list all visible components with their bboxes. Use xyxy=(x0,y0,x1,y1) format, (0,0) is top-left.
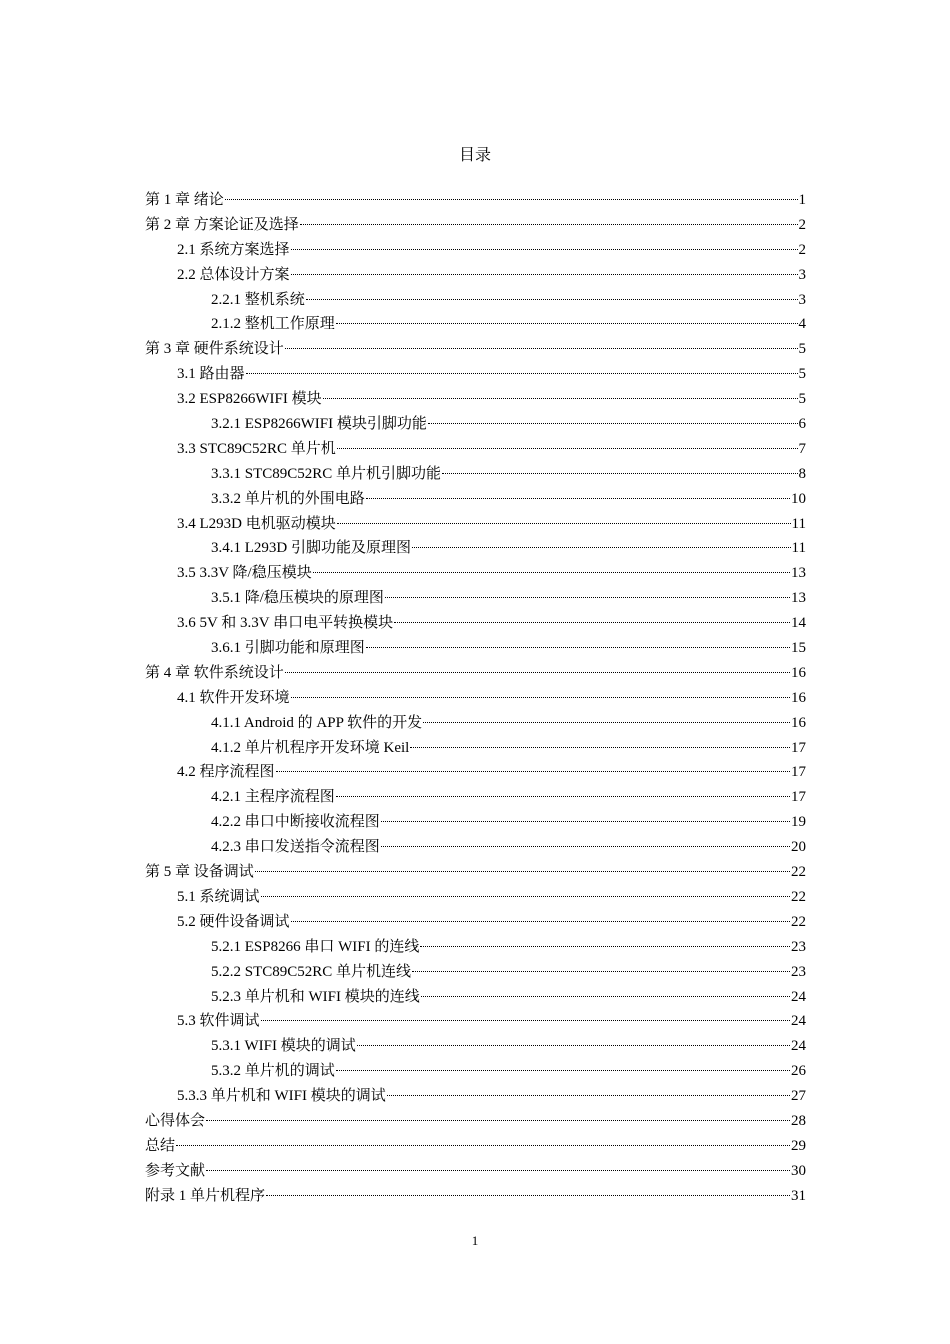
toc-entry-title: 5.2.3 单片机和 WIFI 模块的连线 xyxy=(211,988,420,1005)
toc-entry-title: 2.1 系统方案选择 xyxy=(177,241,290,258)
toc-entry-page: 24 xyxy=(791,988,806,1005)
toc-entry-page: 6 xyxy=(798,416,806,433)
toc-entry[interactable] xyxy=(145,1084,806,1109)
toc-entry-page: 17 xyxy=(791,789,806,806)
toc-entry[interactable] xyxy=(145,1009,806,1034)
toc-entry-page: 15 xyxy=(791,640,806,657)
toc-entry[interactable] xyxy=(145,1184,806,1209)
toc-entry[interactable] xyxy=(145,860,806,885)
toc-entry-page: 29 xyxy=(791,1137,806,1154)
toc-entry[interactable] xyxy=(145,636,806,661)
dot-leader xyxy=(323,397,798,399)
toc-entry-title: 心得体会 xyxy=(145,1112,206,1129)
toc-entry-title: 3.6.1 引脚功能和原理图 xyxy=(211,640,365,657)
toc-entry-title: 3.3.2 单片机的外围电路 xyxy=(211,490,365,507)
toc-entry-page: 19 xyxy=(791,814,806,831)
toc-entry-page: 5 xyxy=(798,391,806,408)
dot-leader xyxy=(394,621,790,623)
toc-entry-page: 30 xyxy=(791,1162,806,1179)
dot-leader xyxy=(291,248,798,250)
toc-entry-title: 第 5 章 设备调试 xyxy=(145,864,254,881)
toc-entry-title: 4.1 软件开发环境 xyxy=(177,689,290,706)
toc-entry[interactable] xyxy=(145,611,806,636)
dot-leader xyxy=(291,920,790,922)
toc-entry-page: 28 xyxy=(791,1112,806,1129)
toc-entry-title: 5.3 软件调试 xyxy=(177,1013,260,1030)
dot-leader xyxy=(255,870,790,872)
toc-entry-page: 13 xyxy=(791,590,806,607)
toc-entry-page: 14 xyxy=(791,615,806,632)
toc-entry-title: 3.3 STC89C52RC 单片机 xyxy=(177,440,336,457)
toc-entry-page: 10 xyxy=(791,490,806,507)
toc-entry-title: 4.2 程序流程图 xyxy=(177,764,275,781)
toc-entry[interactable] xyxy=(145,512,806,537)
toc-entry[interactable] xyxy=(145,312,806,337)
toc-entry[interactable] xyxy=(145,536,806,561)
toc-entry-page: 11 xyxy=(791,540,806,557)
toc-entry-page: 5 xyxy=(798,341,806,358)
dot-leader xyxy=(442,472,797,474)
toc-entry[interactable] xyxy=(145,960,806,985)
dot-leader xyxy=(336,322,798,324)
toc-entry[interactable] xyxy=(145,736,806,761)
dot-leader xyxy=(206,1119,790,1121)
toc-entry-title: 3.5 3.3V 降/稳压模块 xyxy=(177,565,312,582)
toc-entry[interactable] xyxy=(145,288,806,313)
toc-entry-page: 2 xyxy=(798,216,806,233)
toc-entry-page: 16 xyxy=(791,664,806,681)
dot-leader xyxy=(261,895,790,897)
dot-leader xyxy=(366,646,790,648)
toc-entry-title: 总结 xyxy=(145,1137,176,1154)
toc-entry-title: 2.2 总体设计方案 xyxy=(177,266,290,283)
toc-entry-page: 3 xyxy=(798,266,806,283)
toc-entry[interactable] xyxy=(145,586,806,611)
dot-leader xyxy=(285,347,798,349)
toc-entry[interactable] xyxy=(145,835,806,860)
toc-entry[interactable] xyxy=(145,263,806,288)
toc-entry-title: 3.4 L293D 电机驱动模块 xyxy=(177,515,336,532)
toc-entry-page: 2 xyxy=(798,241,806,258)
toc-entry-title: 第 1 章 绪论 xyxy=(145,192,224,208)
toc-entry[interactable] xyxy=(145,661,806,686)
toc-entry-page: 5 xyxy=(798,366,806,383)
toc-entry-page: 23 xyxy=(791,963,806,980)
dot-leader xyxy=(337,522,791,524)
toc-entry[interactable] xyxy=(145,1109,806,1134)
toc-entry[interactable] xyxy=(145,760,806,785)
toc-entry[interactable] xyxy=(145,412,806,437)
toc-entry-page: 1 xyxy=(798,192,806,208)
toc-entry-title: 4.2.1 主程序流程图 xyxy=(211,789,335,806)
toc-entry[interactable] xyxy=(145,785,806,810)
dot-leader xyxy=(300,223,798,225)
toc-entry-page: 11 xyxy=(791,515,806,532)
toc-entry[interactable] xyxy=(145,487,806,512)
toc-entry-page: 22 xyxy=(791,913,806,930)
toc-entry-title: 第 4 章 软件系统设计 xyxy=(145,664,284,681)
table-of-contents xyxy=(145,188,806,1209)
toc-entry-page: 17 xyxy=(791,764,806,781)
dot-leader xyxy=(420,945,790,947)
toc-entry-title: 2.2.1 整机系统 xyxy=(211,291,305,308)
toc-entry-page: 3 xyxy=(798,291,806,308)
toc-entry-page: 4 xyxy=(798,316,806,333)
dot-leader xyxy=(421,995,790,997)
toc-entry[interactable] xyxy=(145,985,806,1010)
toc-entry-title: 第 2 章 方案论证及选择 xyxy=(145,216,299,233)
toc-entry-page: 16 xyxy=(791,714,806,731)
toc-entry[interactable] xyxy=(145,711,806,736)
toc-entry-title: 3.2 ESP8266WIFI 模块 xyxy=(177,391,322,408)
dot-leader xyxy=(176,1144,790,1146)
dot-leader xyxy=(291,273,798,275)
toc-entry-title: 2.1.2 整机工作原理 xyxy=(211,316,335,333)
toc-entry[interactable] xyxy=(145,1059,806,1084)
toc-entry-page: 20 xyxy=(791,839,806,856)
toc-entry[interactable] xyxy=(145,1134,806,1159)
toc-entry[interactable] xyxy=(145,387,806,412)
toc-entry[interactable] xyxy=(145,337,806,362)
dot-leader xyxy=(266,1194,790,1196)
toc-entry-title: 5.1 系统调试 xyxy=(177,888,260,905)
toc-entry-title: 4.2.2 串口中断接收流程图 xyxy=(211,814,380,831)
dot-leader xyxy=(387,1094,790,1096)
toc-entry-title: 4.2.3 串口发送指令流程图 xyxy=(211,839,380,856)
toc-entry-title: 3.1 路由器 xyxy=(177,366,245,383)
dot-leader xyxy=(428,422,798,424)
page-number: 1 xyxy=(471,1233,479,1248)
toc-entry[interactable] xyxy=(145,462,806,487)
toc-entry-page: 27 xyxy=(791,1088,806,1105)
toc-entry-title: 3.5.1 降/稳压模块的原理图 xyxy=(211,590,384,607)
toc-entry-page: 7 xyxy=(798,440,806,457)
toc-entry-page: 24 xyxy=(791,1013,806,1030)
toc-entry-page: 16 xyxy=(791,689,806,706)
toc-entry[interactable] xyxy=(145,810,806,835)
toc-entry[interactable] xyxy=(145,437,806,462)
toc-entry[interactable] xyxy=(145,686,806,711)
dot-leader xyxy=(276,770,790,772)
toc-entry[interactable] xyxy=(145,213,806,238)
toc-entry-page: 24 xyxy=(791,1038,806,1055)
dot-leader xyxy=(381,820,790,822)
toc-entry-page: 23 xyxy=(791,938,806,955)
toc-entry-page: 26 xyxy=(791,1063,806,1080)
toc-entry-title: 5.2.1 ESP8266 串口 WIFI 的连线 xyxy=(211,938,420,955)
toc-entry-title: 3.6 5V 和 3.3V 串口电平转换模块 xyxy=(177,615,394,632)
toc-entry[interactable] xyxy=(145,885,806,910)
dot-leader xyxy=(336,795,790,797)
dot-leader xyxy=(225,198,798,200)
toc-entry-title: 3.2.1 ESP8266WIFI 模块引脚功能 xyxy=(211,416,427,433)
toc-entry[interactable] xyxy=(145,362,806,387)
dot-leader xyxy=(291,696,790,698)
dot-leader xyxy=(337,447,798,449)
toc-entry-title: 3.4.1 L293D 引脚功能及原理图 xyxy=(211,540,411,557)
dot-leader xyxy=(336,1069,790,1071)
toc-entry[interactable] xyxy=(145,1034,806,1059)
toc-entry[interactable] xyxy=(145,1159,806,1184)
page-title: 目录 xyxy=(458,147,491,164)
dot-leader xyxy=(306,298,798,300)
dot-leader xyxy=(357,1044,790,1046)
dot-leader xyxy=(385,596,790,598)
toc-entry-title: 附录 1 单片机程序 xyxy=(145,1187,266,1204)
toc-entry-title: 4.1.1 Android 的 APP 软件的开发 xyxy=(211,714,423,731)
toc-entry-title: 4.1.2 单片机程序开发环境 Keil xyxy=(211,739,410,756)
toc-entry-title: 5.2 硬件设备调试 xyxy=(177,913,290,930)
toc-entry-page: 13 xyxy=(791,565,806,582)
toc-entry-title: 5.3.3 单片机和 WIFI 模块的调试 xyxy=(177,1088,386,1105)
toc-entry[interactable] xyxy=(145,188,806,213)
dot-leader xyxy=(381,845,790,847)
dot-leader xyxy=(285,671,790,673)
dot-leader xyxy=(206,1169,790,1171)
toc-entry-title: 5.2.2 STC89C52RC 单片机连线 xyxy=(211,963,412,980)
toc-entry-title: 3.3.1 STC89C52RC 单片机引脚功能 xyxy=(211,465,442,482)
dot-leader xyxy=(410,746,790,748)
toc-entry-title: 5.3.2 单片机的调试 xyxy=(211,1063,335,1080)
dot-leader xyxy=(366,497,790,499)
toc-entry-page: 22 xyxy=(791,864,806,881)
toc-entry-title: 第 3 章 硬件系统设计 xyxy=(145,341,284,358)
toc-entry-page: 31 xyxy=(791,1187,806,1204)
toc-entry[interactable] xyxy=(145,910,806,935)
dot-leader xyxy=(423,721,790,723)
toc-entry-title: 参考文献 xyxy=(145,1162,206,1179)
dot-leader xyxy=(412,970,790,972)
toc-entry-page: 17 xyxy=(791,739,806,756)
dot-leader xyxy=(261,1019,790,1021)
dot-leader xyxy=(313,571,790,573)
dot-leader xyxy=(412,546,791,548)
toc-entry-page: 22 xyxy=(791,888,806,905)
toc-entry[interactable] xyxy=(145,238,806,263)
toc-entry[interactable] xyxy=(145,935,806,960)
toc-entry[interactable] xyxy=(145,561,806,586)
toc-entry-title: 5.3.1 WIFI 模块的调试 xyxy=(211,1038,356,1055)
toc-entry-page: 8 xyxy=(798,465,806,482)
dot-leader xyxy=(246,372,798,374)
